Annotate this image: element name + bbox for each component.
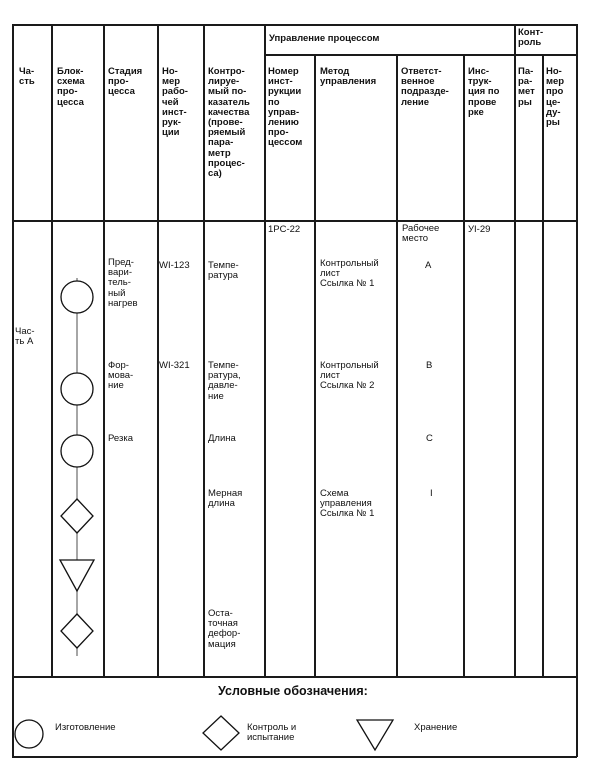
wi-row-1: WI-123 bbox=[159, 260, 190, 271]
diamond-icon bbox=[61, 499, 93, 533]
method-row-4: Схема управления Ссылка № 1 bbox=[320, 488, 375, 520]
resp-row-4: I bbox=[430, 488, 433, 499]
indicator-row-4: Мерная длина bbox=[208, 488, 243, 510]
circle-icon bbox=[61, 435, 93, 467]
header-work-instruction: Но- мер рабо- чей инст- рук- ции bbox=[162, 66, 188, 139]
indicator-row-3: Длина bbox=[208, 433, 236, 444]
circle-icon bbox=[61, 281, 93, 313]
resp-row-1: A bbox=[425, 260, 432, 271]
stage-row-2: Фор- мова- ние bbox=[108, 360, 134, 392]
header-control-method: Метод управления bbox=[320, 66, 377, 88]
legend-storage: Хранение bbox=[414, 722, 458, 733]
legend-manufacturing: Изготовление bbox=[55, 722, 116, 733]
legend-inspection: Контроль и испытание bbox=[247, 722, 297, 744]
circle-icon bbox=[61, 373, 93, 405]
legend-circle-icon bbox=[15, 720, 43, 748]
legend-triangle-down-icon bbox=[357, 720, 393, 750]
header-parameters: Па- ра- мет ры bbox=[518, 66, 535, 108]
part-label: Час- ть А bbox=[15, 326, 35, 348]
diamond-icon bbox=[61, 614, 93, 648]
header-control: Конт- роль bbox=[518, 27, 544, 49]
header-flowchart: Блок- схема про- цесса bbox=[57, 66, 85, 108]
header-process-control: Управление процессом bbox=[269, 33, 380, 44]
indicator-row-5: Оста- точная дефор- мация bbox=[208, 608, 241, 650]
stage-row-3: Резка bbox=[108, 433, 133, 444]
method-row-1: Контрольный лист Ссылка № 1 bbox=[320, 258, 379, 290]
method-row-2: Контрольный лист Ссылка № 2 bbox=[320, 360, 379, 392]
header-part: Ча- сть bbox=[19, 66, 35, 88]
header-quality-indicator: Контро- лируе- мый по- казатель качества (прове- ряемый пара- метр процес- са) bbox=[208, 66, 250, 180]
indicator-row-1: Темпе- ратура bbox=[208, 260, 239, 282]
header-control-instruction-no: Номер инст- рукции по управ- лению про- цессом bbox=[268, 66, 303, 149]
stage-row-1: Пред- вари- тель- ный нагрев bbox=[108, 257, 138, 309]
workplace-label: Рабочее место bbox=[402, 223, 440, 245]
resp-row-3: C bbox=[426, 433, 433, 444]
legend-title: Условные обозначения: bbox=[218, 684, 368, 698]
legend-diamond-icon bbox=[203, 716, 239, 750]
control-instruction-value: 1PC-22 bbox=[268, 224, 301, 235]
inspection-instruction-value: УI-29 bbox=[468, 224, 491, 235]
header-inspection-instruction: Инс- трук- ция по прове рке bbox=[468, 66, 500, 118]
wi-row-2: WI-321 bbox=[159, 360, 190, 371]
header-stage: Стадия про- цесса bbox=[108, 66, 143, 98]
triangle-down-icon bbox=[60, 560, 94, 591]
resp-row-2: B bbox=[426, 360, 433, 371]
indicator-row-2: Темпе- ратура, давле- ние bbox=[208, 360, 241, 402]
header-responsible: Ответст- венное подразде- ление bbox=[401, 66, 449, 108]
header-procedure-no: Но- мер про це- ду- ры bbox=[546, 66, 565, 129]
